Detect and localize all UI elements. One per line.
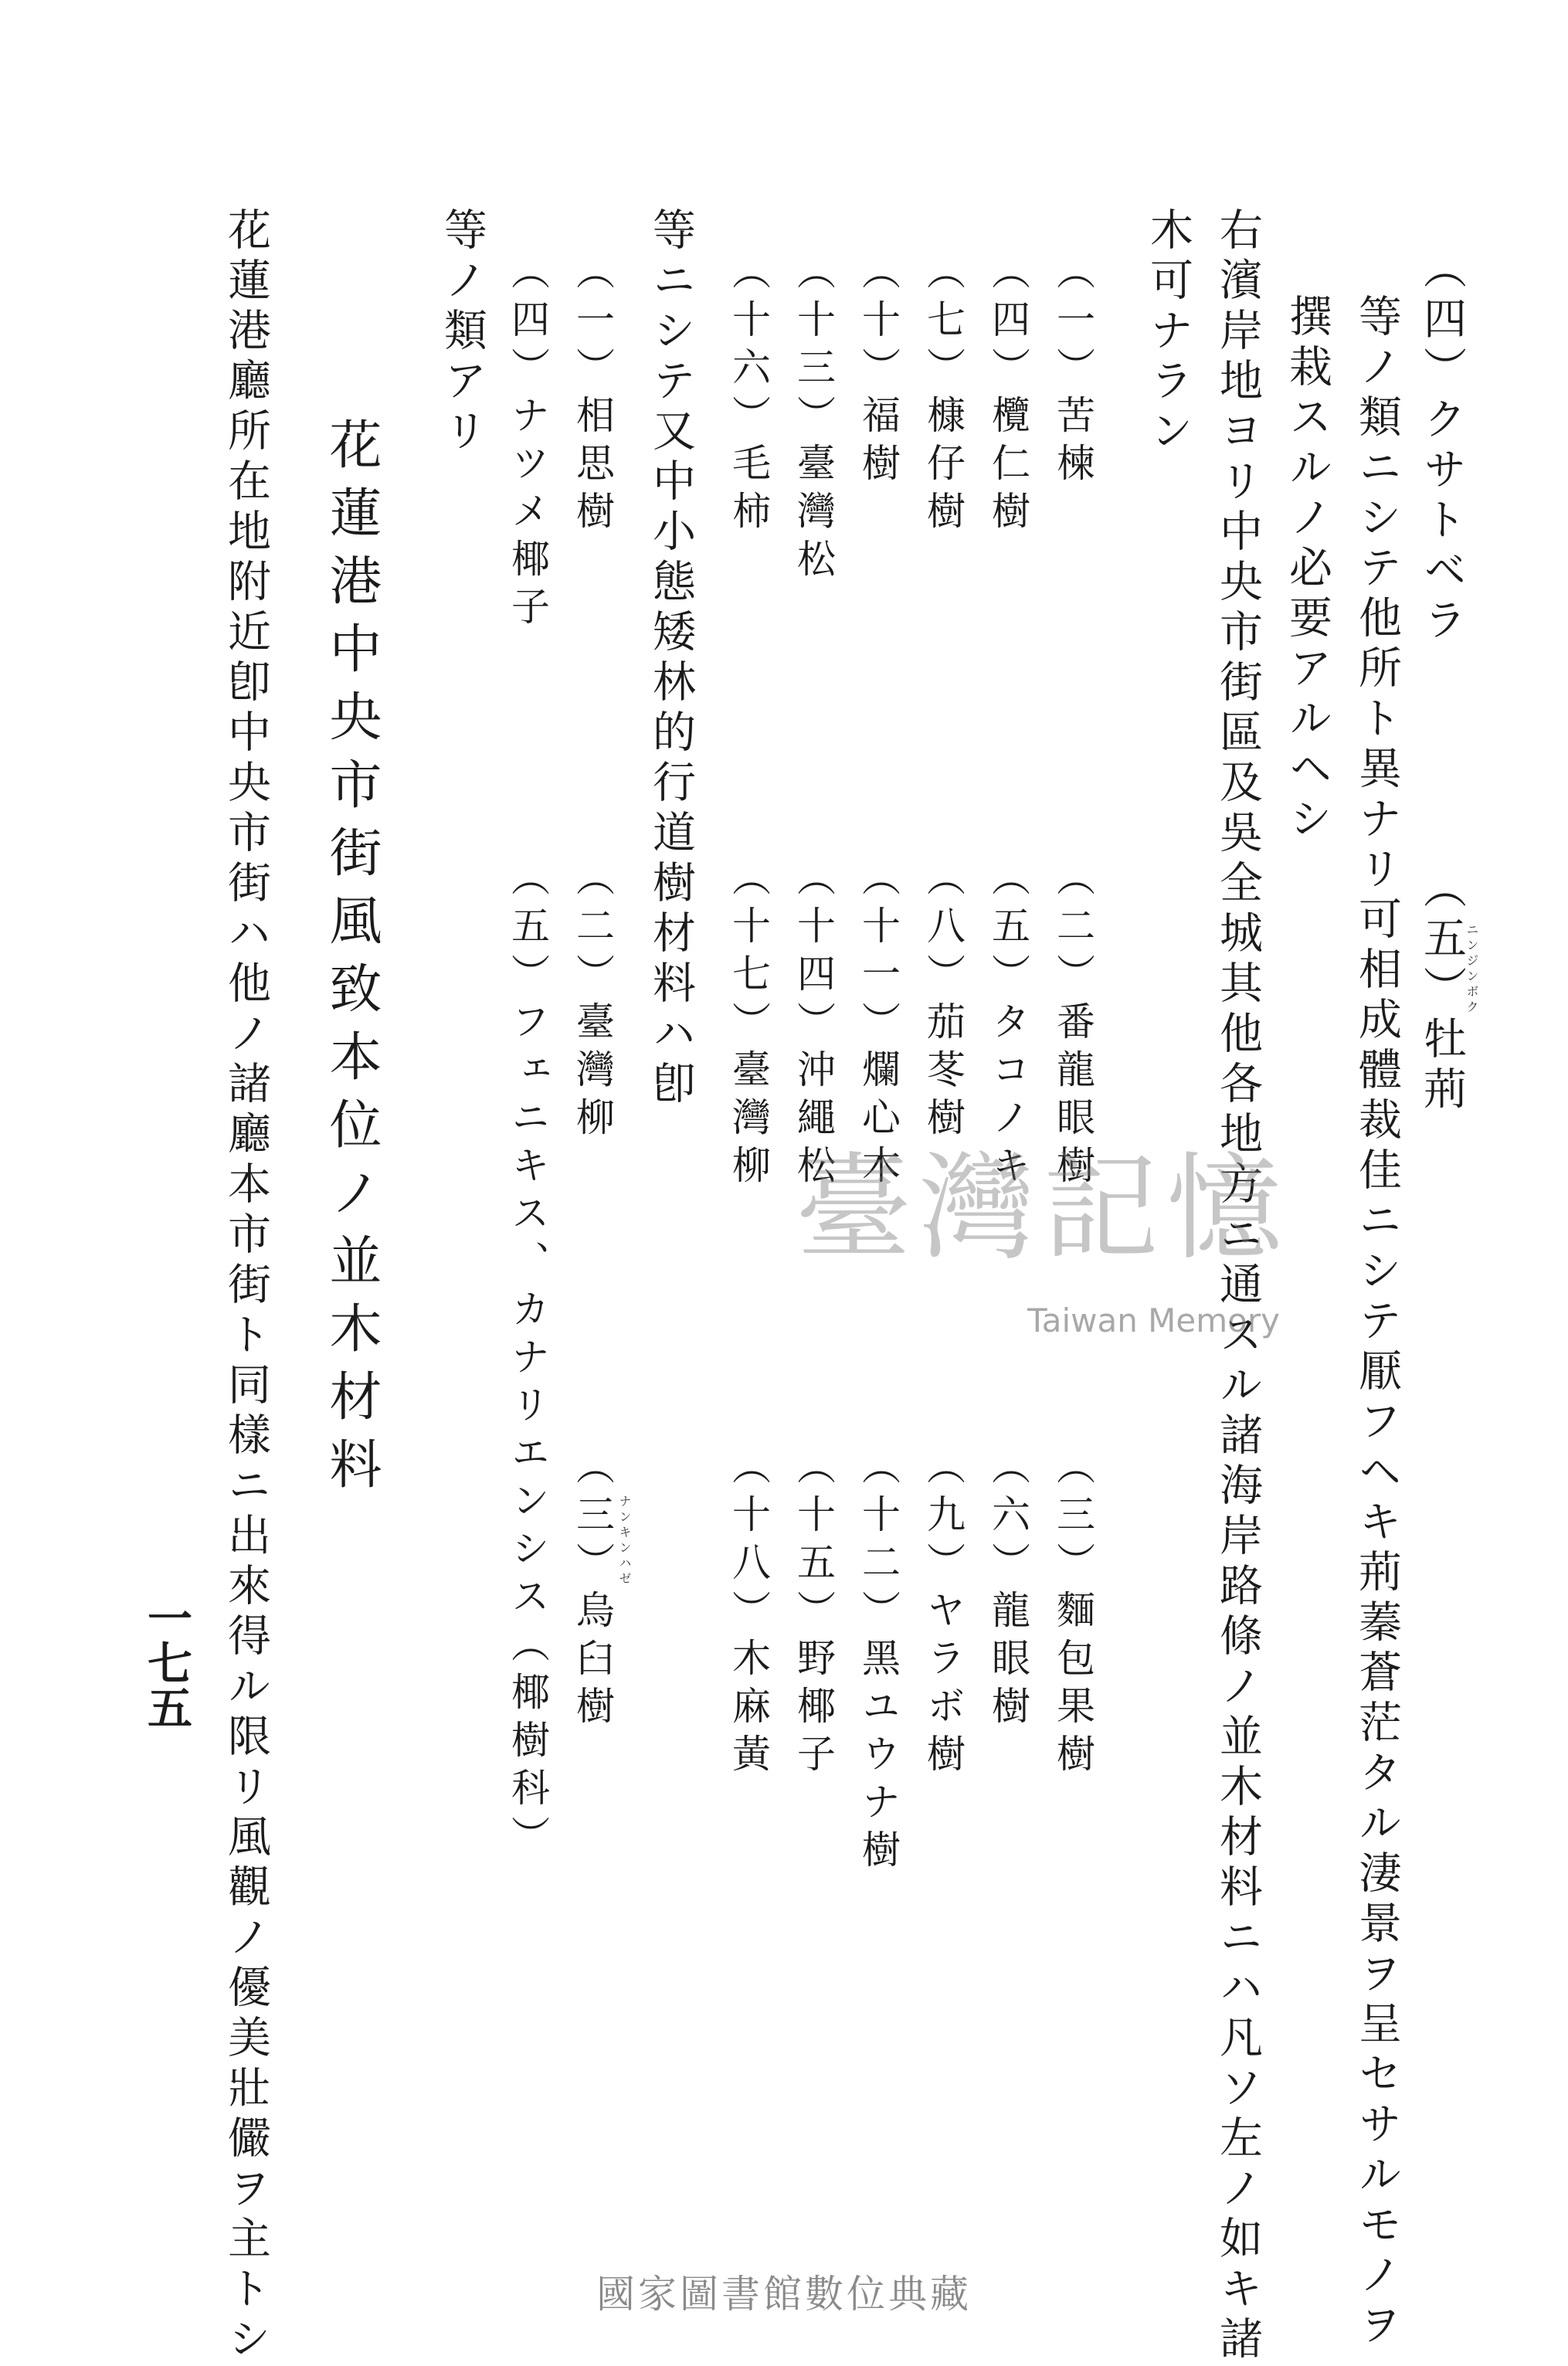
section-title: 花蓮港中央市街風致本位ノ並木材料 (321, 417, 382, 1505)
text-column-3: 右濱岸地ヨリ中央市街區及吳全城其他各地方ニ通スル諸海岸路條ノ並木材料ニハ凡ソ左ノ如キ諸 (1213, 207, 1263, 2366)
tree-item-14: （十四）沖繩松 (791, 857, 836, 1193)
tree-item-3: （三）麵包果樹 (1050, 1446, 1095, 1781)
text-column-2: 撰栽スルノ必要アルヘシ (1282, 294, 1332, 846)
tree-item-6: （六）龍眼樹 (986, 1446, 1030, 1733)
small-tree-item-3: （三）烏臼樹 (570, 1446, 615, 1733)
watermark (796, 1142, 1291, 1352)
tree-item-8: （八）茄苳樹 (921, 857, 966, 1145)
tree-item-15: （十五）野椰子 (791, 1446, 836, 1781)
text-column-5: 等ニシテ又中小態矮林的行道樹材料ハ卽 (646, 207, 696, 1111)
tree-item-9: （九）ヤラボ樹 (921, 1446, 966, 1781)
tree-item-1: （一）苦楝 (1050, 251, 1095, 491)
watermark-logo-text: 臺灣記憶 (796, 1142, 1291, 1276)
text-column-1: 等ノ類ニシテ他所ト異ナリ可相成體裁佳ニシテ厭フヘキ荊蓁蒼茫タル淒景ヲ呈セサルモノヲ (1352, 294, 1402, 2352)
text-column-7: 花蓮港廳所在地附近卽中央市街ハ他ノ諸廳本市街ト同樣ニ出來得ル限リ風觀ノ優美壯儼ヲ主トシ (221, 207, 271, 2366)
ruby-nankinhaze: ナンキンハゼ (617, 1495, 632, 1587)
tree-item-11: （十一）爛心木 (856, 857, 901, 1193)
tree-item-17: （十七）臺灣柳 (726, 857, 771, 1193)
tree-item-7: （七）槺仔樹 (921, 251, 966, 538)
small-tree-item-1: （一）相思樹 (570, 251, 615, 538)
footer-credit: 國家圖書館數位典藏 (596, 2272, 972, 2317)
page-number: 一七五 (140, 1595, 192, 1730)
ruby-mukei: ニンジンボク (1464, 923, 1479, 1016)
small-tree-item-4: （四）ナツメ椰子 (505, 251, 550, 634)
tree-item-10: （十）福樹 (856, 251, 901, 491)
item-kusatobera: （四）クサトベラ (1417, 246, 1467, 647)
tree-item-13: （十三）臺灣松 (791, 251, 836, 586)
text-column-4: 木可ナラン (1143, 207, 1193, 458)
watermark-english: Taiwan Memory (1027, 1302, 1280, 1339)
tree-item-5: （五）タコノキ (986, 857, 1030, 1193)
text-column-6: 等ノ類アリ (437, 207, 487, 458)
small-tree-item-5: （五）フェニキス、カナリエンシス（椰樹科） (505, 857, 550, 1863)
tree-item-2: （二）番龍眼樹 (1050, 857, 1095, 1193)
item-5-mukei: （五）牡荊 (1417, 865, 1467, 1116)
tree-item-4: （四）欖仁樹 (986, 251, 1030, 538)
small-tree-item-2: （二）臺灣柳 (570, 857, 615, 1145)
tree-item-18: （十八）木麻黃 (726, 1446, 771, 1781)
tree-item-12: （十二）黑ユウナ樹 (856, 1446, 901, 1877)
tree-item-16: （十六）毛柿 (726, 251, 771, 538)
